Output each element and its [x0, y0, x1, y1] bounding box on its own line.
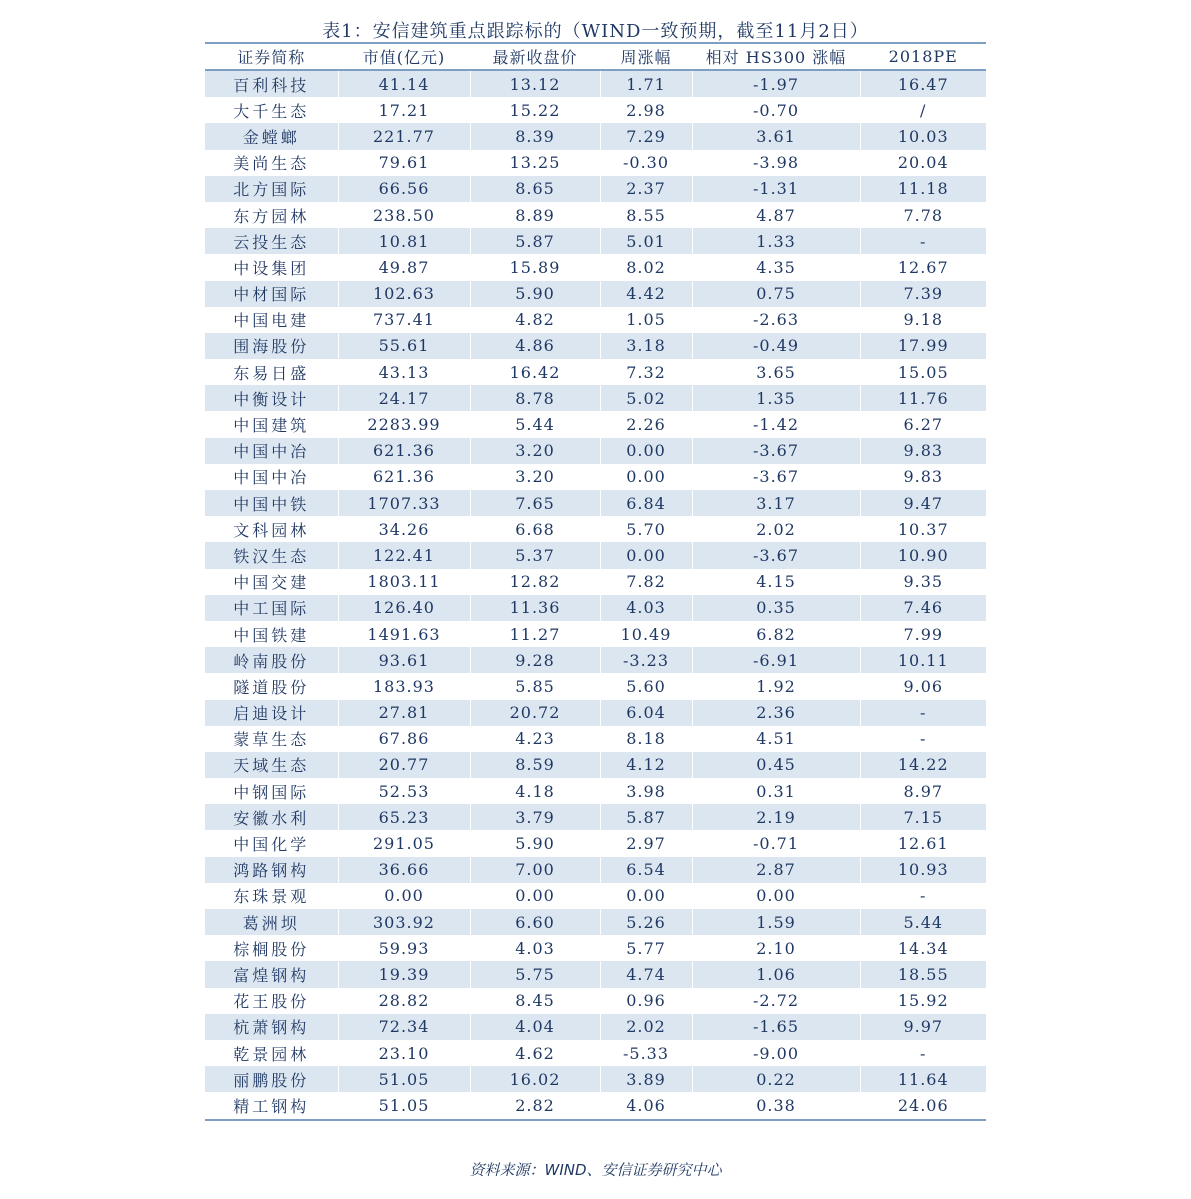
cell-market-cap: 79.61: [338, 150, 470, 176]
cell-weekly-change: 7.29: [600, 123, 692, 149]
cell-pe-2018: 7.15: [860, 804, 986, 830]
cell-name: 精工钢构: [233, 1096, 310, 1116]
cell-close-price: 13.25: [470, 150, 600, 176]
cell-close-price: 6.68: [470, 516, 600, 542]
cell-pe-2018: 7.39: [860, 281, 986, 307]
table-row: [205, 621, 986, 647]
cell-relative-hs300: -3.98: [692, 150, 860, 176]
cell-close-price: 15.89: [470, 254, 600, 280]
table-row: [205, 1066, 986, 1092]
cell-market-cap: 291.05: [338, 830, 470, 856]
cell-market-cap: 737.41: [338, 307, 470, 333]
cell-pe-2018: 11.18: [860, 176, 986, 202]
cell-relative-hs300: 4.35: [692, 254, 860, 280]
cell-relative-hs300: 1.06: [692, 961, 860, 987]
cell-pe-2018: 7.78: [860, 202, 986, 228]
cell-relative-hs300: 1.92: [692, 673, 860, 699]
cell-weekly-change: 4.06: [600, 1092, 692, 1119]
cell-relative-hs300: -0.71: [692, 830, 860, 856]
cell-weekly-change: 6.54: [600, 857, 692, 883]
cell-relative-hs300: 0.75: [692, 281, 860, 307]
cell-relative-hs300: 1.33: [692, 228, 860, 254]
cell-close-price: 12.82: [470, 569, 600, 595]
cell-name: 富煌钢构: [233, 965, 310, 985]
cell-close-price: 16.02: [470, 1066, 600, 1092]
cell-close-price: 4.82: [470, 307, 600, 333]
cell-market-cap: 23.10: [338, 1040, 470, 1066]
cell-pe-2018: 9.18: [860, 307, 986, 333]
cell-market-cap: 51.05: [338, 1092, 470, 1119]
cell-market-cap: 2283.99: [338, 411, 470, 437]
cell-close-price: 8.59: [470, 752, 600, 778]
cell-pe-2018: -: [860, 228, 986, 254]
cell-relative-hs300: 0.22: [692, 1066, 860, 1092]
cell-pe-2018: 9.35: [860, 569, 986, 595]
cell-close-price: 5.44: [470, 411, 600, 437]
cell-relative-hs300: 4.51: [692, 726, 860, 752]
cell-relative-hs300: 0.31: [692, 778, 860, 804]
cell-name: 金螳螂: [242, 127, 300, 147]
table-row: [205, 70, 986, 97]
cell-market-cap: 72.34: [338, 1014, 470, 1040]
table-row: [205, 1040, 986, 1066]
cell-weekly-change: -0.30: [600, 150, 692, 176]
cell-close-price: 4.86: [470, 333, 600, 359]
cell-relative-hs300: -1.31: [692, 176, 860, 202]
cell-market-cap: 19.39: [338, 961, 470, 987]
cell-pe-2018: 7.46: [860, 595, 986, 621]
cell-weekly-change: 5.70: [600, 516, 692, 542]
cell-weekly-change: -5.33: [600, 1040, 692, 1066]
cell-pe-2018: 11.64: [860, 1066, 986, 1092]
cell-name: 乾景园林: [233, 1044, 310, 1064]
cell-pe-2018: 12.67: [860, 254, 986, 280]
cell-pe-2018: 9.83: [860, 438, 986, 464]
cell-name: 中设集团: [233, 258, 310, 278]
cell-market-cap: 10.81: [338, 228, 470, 254]
table-row: [205, 752, 986, 778]
cell-close-price: 15.22: [470, 97, 600, 123]
cell-close-price: 20.72: [470, 700, 600, 726]
cell-pe-2018: 6.27: [860, 411, 986, 437]
source-note: 资料来源：WIND、安信证券研究中心: [469, 1161, 722, 1179]
cell-relative-hs300: -6.91: [692, 647, 860, 673]
cell-name: 中国铁建: [233, 625, 310, 645]
cell-weekly-change: 1.71: [600, 70, 692, 97]
cell-market-cap: 24.17: [338, 385, 470, 411]
cell-relative-hs300: -2.72: [692, 988, 860, 1014]
cell-close-price: 6.60: [470, 909, 600, 935]
cell-pe-2018: 10.03: [860, 123, 986, 149]
table-row: [205, 830, 986, 856]
cell-weekly-change: 2.26: [600, 411, 692, 437]
table-row: [205, 333, 986, 359]
cell-name: 启迪设计: [233, 704, 310, 724]
cell-name: 中国中冶: [233, 468, 310, 488]
table-row: [205, 385, 986, 411]
cell-market-cap: 221.77: [338, 123, 470, 149]
cell-close-price: 8.65: [470, 176, 600, 202]
cell-relative-hs300: 6.82: [692, 621, 860, 647]
cell-pe-2018: 10.11: [860, 647, 986, 673]
cell-pe-2018: 8.97: [860, 778, 986, 804]
cell-name: 铁汉生态: [233, 546, 310, 566]
cell-weekly-change: 4.03: [600, 595, 692, 621]
cell-market-cap: 93.61: [338, 647, 470, 673]
cell-name: 大千生态: [233, 101, 310, 121]
cell-name: 杭萧钢构: [233, 1018, 310, 1038]
cell-market-cap: 122.41: [338, 542, 470, 568]
cell-relative-hs300: 0.38: [692, 1092, 860, 1119]
cell-market-cap: 67.86: [338, 726, 470, 752]
cell-weekly-change: 5.60: [600, 673, 692, 699]
cell-name: 中工国际: [233, 599, 310, 619]
cell-relative-hs300: 0.45: [692, 752, 860, 778]
table-row: [205, 988, 986, 1014]
cell-close-price: 5.90: [470, 281, 600, 307]
header-relative-hs300: 相对 HS300 涨幅: [692, 43, 860, 70]
cell-weekly-change: 0.00: [600, 464, 692, 490]
cell-relative-hs300: -9.00: [692, 1040, 860, 1066]
cell-close-price: 5.85: [470, 673, 600, 699]
cell-relative-hs300: 1.35: [692, 385, 860, 411]
cell-weekly-change: -3.23: [600, 647, 692, 673]
cell-close-price: 4.18: [470, 778, 600, 804]
cell-name: 中国中冶: [233, 442, 310, 462]
cell-close-price: 5.90: [470, 830, 600, 856]
cell-close-price: 4.04: [470, 1014, 600, 1040]
cell-close-price: 3.20: [470, 464, 600, 490]
cell-weekly-change: 5.01: [600, 228, 692, 254]
cell-relative-hs300: -1.97: [692, 70, 860, 97]
cell-market-cap: 183.93: [338, 673, 470, 699]
cell-name: 文科园林: [233, 520, 310, 540]
cell-market-cap: 43.13: [338, 359, 470, 385]
cell-weekly-change: 0.00: [600, 883, 692, 909]
cell-name: 花王股份: [233, 992, 310, 1012]
cell-weekly-change: 6.84: [600, 490, 692, 516]
cell-weekly-change: 2.02: [600, 1014, 692, 1040]
cell-weekly-change: 4.12: [600, 752, 692, 778]
cell-name: 东珠景观: [233, 887, 310, 907]
cell-name: 围海股份: [233, 337, 310, 357]
cell-name: 隧道股份: [233, 677, 310, 697]
cell-name: 云投生态: [233, 232, 310, 252]
cell-pe-2018: 17.99: [860, 333, 986, 359]
cell-close-price: 16.42: [470, 359, 600, 385]
cell-pe-2018: -: [860, 726, 986, 752]
cell-close-price: 2.82: [470, 1092, 600, 1119]
cell-market-cap: 34.26: [338, 516, 470, 542]
cell-market-cap: 20.77: [338, 752, 470, 778]
cell-pe-2018: /: [860, 97, 986, 123]
table-row: [205, 804, 986, 830]
cell-name: 蒙草生态: [233, 730, 310, 750]
table-row: [205, 857, 986, 883]
header-weekly-change: 周涨幅: [600, 43, 692, 70]
cell-market-cap: 52.53: [338, 778, 470, 804]
cell-market-cap: 0.00: [338, 883, 470, 909]
header-pe-2018: 2018PE: [860, 43, 986, 70]
cell-weekly-change: 2.37: [600, 176, 692, 202]
cell-market-cap: 303.92: [338, 909, 470, 935]
table-row: [205, 97, 986, 123]
cell-market-cap: 65.23: [338, 804, 470, 830]
cell-pe-2018: 9.83: [860, 464, 986, 490]
cell-weekly-change: 2.97: [600, 830, 692, 856]
cell-weekly-change: 5.77: [600, 935, 692, 961]
table-row: [205, 464, 986, 490]
cell-market-cap: 41.14: [338, 70, 470, 97]
cell-close-price: 5.75: [470, 961, 600, 987]
cell-weekly-change: 10.49: [600, 621, 692, 647]
cell-pe-2018: 9.06: [860, 673, 986, 699]
table-row: [205, 909, 986, 935]
header-close-price: 最新收盘价: [470, 43, 600, 70]
cell-pe-2018: 24.06: [860, 1092, 986, 1119]
cell-weekly-change: 3.89: [600, 1066, 692, 1092]
cell-weekly-change: 8.55: [600, 202, 692, 228]
cell-market-cap: 102.63: [338, 281, 470, 307]
cell-market-cap: 238.50: [338, 202, 470, 228]
cell-pe-2018: 9.97: [860, 1014, 986, 1040]
table-row: [205, 1092, 986, 1119]
cell-pe-2018: 16.47: [860, 70, 986, 97]
cell-market-cap: 621.36: [338, 464, 470, 490]
cell-relative-hs300: 0.00: [692, 883, 860, 909]
cell-weekly-change: 5.87: [600, 804, 692, 830]
cell-name: 中材国际: [233, 285, 310, 305]
cell-relative-hs300: 1.59: [692, 909, 860, 935]
cell-name: 中国化学: [233, 835, 310, 855]
cell-relative-hs300: 0.35: [692, 595, 860, 621]
table-row: [205, 176, 986, 202]
cell-name: 美尚生态: [233, 154, 310, 174]
cell-relative-hs300: 3.65: [692, 359, 860, 385]
cell-relative-hs300: 2.10: [692, 935, 860, 961]
cell-pe-2018: -: [860, 700, 986, 726]
table-title: 表1：安信建筑重点跟踪标的（WIND一致预期，截至11月2日）: [322, 21, 869, 42]
cell-close-price: 8.89: [470, 202, 600, 228]
cell-relative-hs300: -3.67: [692, 542, 860, 568]
cell-market-cap: 55.61: [338, 333, 470, 359]
cell-weekly-change: 4.74: [600, 961, 692, 987]
cell-pe-2018: 7.99: [860, 621, 986, 647]
cell-weekly-change: 5.02: [600, 385, 692, 411]
table-row: [205, 411, 986, 437]
cell-market-cap: 51.05: [338, 1066, 470, 1092]
cell-pe-2018: 10.93: [860, 857, 986, 883]
cell-weekly-change: 0.96: [600, 988, 692, 1014]
cell-close-price: 13.12: [470, 70, 600, 97]
cell-pe-2018: -: [860, 883, 986, 909]
table-row: [205, 647, 986, 673]
table-header-row: [205, 43, 986, 70]
cell-weekly-change: 8.18: [600, 726, 692, 752]
cell-name: 棕榈股份: [233, 939, 310, 959]
cell-name: 岭南股份: [233, 651, 310, 671]
cell-relative-hs300: 2.87: [692, 857, 860, 883]
cell-market-cap: 36.66: [338, 857, 470, 883]
table-row: [205, 228, 986, 254]
cell-weekly-change: 3.98: [600, 778, 692, 804]
cell-pe-2018: 9.47: [860, 490, 986, 516]
cell-pe-2018: 5.44: [860, 909, 986, 935]
cell-pe-2018: 10.90: [860, 542, 986, 568]
cell-relative-hs300: -2.63: [692, 307, 860, 333]
cell-weekly-change: 0.00: [600, 542, 692, 568]
table-row: [205, 700, 986, 726]
cell-name: 安徽水利: [233, 808, 310, 828]
cell-close-price: 7.00: [470, 857, 600, 883]
cell-weekly-change: 7.32: [600, 359, 692, 385]
cell-market-cap: 28.82: [338, 988, 470, 1014]
cell-pe-2018: 14.22: [860, 752, 986, 778]
cell-market-cap: 1491.63: [338, 621, 470, 647]
table-row: [205, 150, 986, 176]
cell-name: 丽鹏股份: [233, 1070, 310, 1090]
cell-close-price: 11.36: [470, 595, 600, 621]
cell-close-price: 8.45: [470, 988, 600, 1014]
cell-pe-2018: 20.04: [860, 150, 986, 176]
table-row: [205, 307, 986, 333]
table-row: [205, 673, 986, 699]
cell-relative-hs300: 3.17: [692, 490, 860, 516]
cell-name: 中国电建: [233, 311, 310, 331]
cell-close-price: 4.62: [470, 1040, 600, 1066]
cell-weekly-change: 6.04: [600, 700, 692, 726]
cell-weekly-change: 3.18: [600, 333, 692, 359]
cell-close-price: 8.78: [470, 385, 600, 411]
cell-close-price: 3.20: [470, 438, 600, 464]
table-row: [205, 1014, 986, 1040]
table-row: [205, 490, 986, 516]
table-row: [205, 726, 986, 752]
table-row: [205, 569, 986, 595]
table-row: [205, 438, 986, 464]
table-row: [205, 123, 986, 149]
cell-name: 中钢国际: [233, 782, 310, 802]
table-row: [205, 883, 986, 909]
cell-market-cap: 17.21: [338, 97, 470, 123]
cell-weekly-change: 2.98: [600, 97, 692, 123]
cell-relative-hs300: -1.65: [692, 1014, 860, 1040]
cell-close-price: 8.39: [470, 123, 600, 149]
cell-pe-2018: 15.92: [860, 988, 986, 1014]
cell-pe-2018: -: [860, 1040, 986, 1066]
cell-name: 北方国际: [233, 180, 310, 200]
cell-name: 中国中铁: [233, 494, 310, 514]
cell-pe-2018: 10.37: [860, 516, 986, 542]
cell-weekly-change: 8.02: [600, 254, 692, 280]
cell-name: 东易日盛: [233, 363, 310, 383]
cell-pe-2018: 12.61: [860, 830, 986, 856]
cell-relative-hs300: 2.36: [692, 700, 860, 726]
cell-market-cap: 66.56: [338, 176, 470, 202]
cell-relative-hs300: 2.19: [692, 804, 860, 830]
cell-weekly-change: 7.82: [600, 569, 692, 595]
cell-weekly-change: 1.05: [600, 307, 692, 333]
stock-tracking-table: [205, 42, 986, 1121]
cell-close-price: 3.79: [470, 804, 600, 830]
cell-relative-hs300: 4.87: [692, 202, 860, 228]
cell-close-price: 5.87: [470, 228, 600, 254]
cell-name: 东方园林: [233, 206, 310, 226]
table-row: [205, 359, 986, 385]
cell-name: 中国交建: [233, 573, 310, 593]
cell-close-price: 0.00: [470, 883, 600, 909]
cell-close-price: 9.28: [470, 647, 600, 673]
cell-close-price: 4.03: [470, 935, 600, 961]
cell-market-cap: 27.81: [338, 700, 470, 726]
cell-relative-hs300: 3.61: [692, 123, 860, 149]
cell-close-price: 7.65: [470, 490, 600, 516]
header-name: 证券简称: [237, 48, 306, 67]
cell-relative-hs300: 2.02: [692, 516, 860, 542]
cell-market-cap: 49.87: [338, 254, 470, 280]
cell-market-cap: 59.93: [338, 935, 470, 961]
cell-relative-hs300: -1.42: [692, 411, 860, 437]
table-row: [205, 542, 986, 568]
cell-close-price: 11.27: [470, 621, 600, 647]
cell-market-cap: 621.36: [338, 438, 470, 464]
cell-name: 天域生态: [233, 756, 310, 776]
table-row: [205, 961, 986, 987]
cell-name: 中衡设计: [233, 389, 310, 409]
table-row: [205, 595, 986, 621]
cell-name: 中国建筑: [233, 416, 310, 436]
cell-pe-2018: 11.76: [860, 385, 986, 411]
table-row: [205, 281, 986, 307]
cell-pe-2018: 15.05: [860, 359, 986, 385]
cell-weekly-change: 0.00: [600, 438, 692, 464]
cell-market-cap: 1707.33: [338, 490, 470, 516]
cell-weekly-change: 5.26: [600, 909, 692, 935]
cell-name: 鸿路钢构: [233, 861, 310, 881]
cell-pe-2018: 14.34: [860, 935, 986, 961]
table-row: [205, 516, 986, 542]
cell-market-cap: 1803.11: [338, 569, 470, 595]
cell-relative-hs300: 4.15: [692, 569, 860, 595]
cell-relative-hs300: -3.67: [692, 438, 860, 464]
cell-close-price: 5.37: [470, 542, 600, 568]
cell-weekly-change: 4.42: [600, 281, 692, 307]
cell-relative-hs300: -0.49: [692, 333, 860, 359]
table-row: [205, 254, 986, 280]
table-row: [205, 202, 986, 228]
table-row: [205, 935, 986, 961]
header-market-cap: 市值(亿元): [338, 43, 470, 70]
cell-relative-hs300: -0.70: [692, 97, 860, 123]
cell-close-price: 4.23: [470, 726, 600, 752]
table-row: [205, 778, 986, 804]
cell-pe-2018: 18.55: [860, 961, 986, 987]
cell-market-cap: 126.40: [338, 595, 470, 621]
cell-name: 百利科技: [233, 75, 310, 95]
cell-relative-hs300: -3.67: [692, 464, 860, 490]
table-body: [205, 70, 986, 1120]
cell-name: 葛洲坝: [242, 913, 300, 933]
